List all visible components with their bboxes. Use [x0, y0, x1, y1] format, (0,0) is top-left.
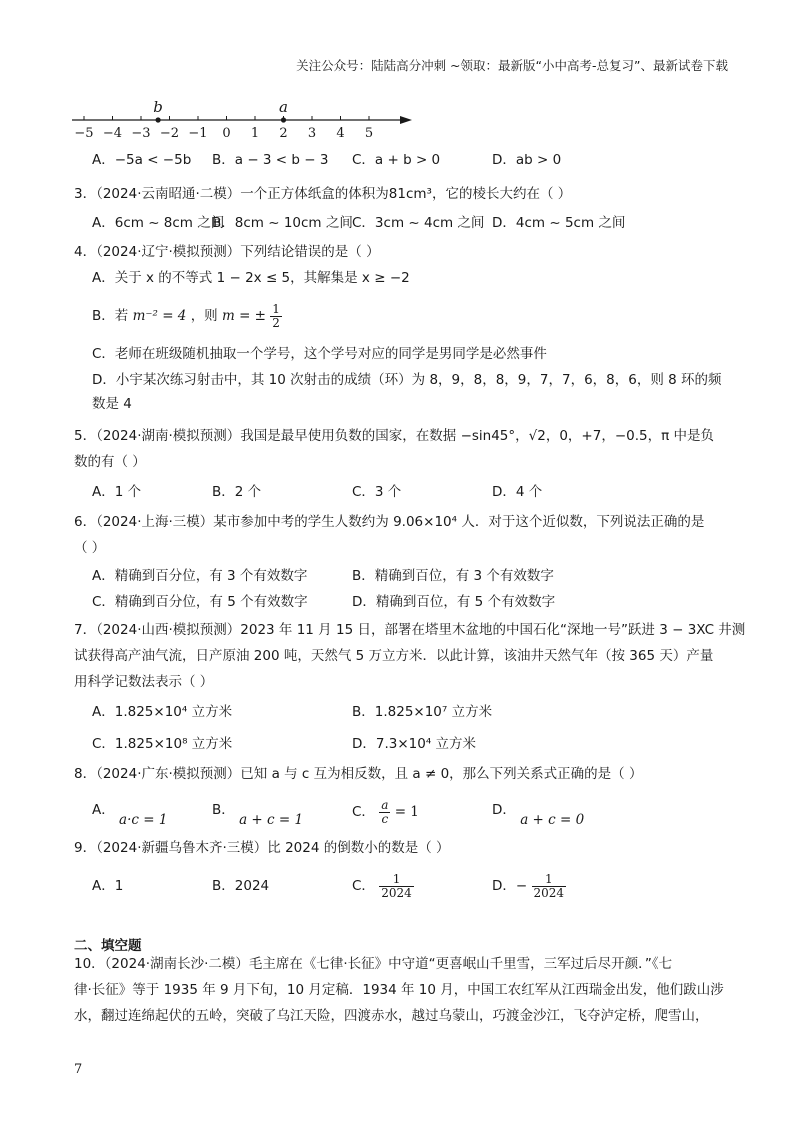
point-a-dot [281, 117, 286, 122]
q3-option-c: C．3cm ~ 4cm 之间 [352, 215, 485, 231]
q8-stem: 8．（2024·广东·模拟预测）已知 a 与 c 互为相反数，且 a ≠ 0，那么下列关系式正确的是（ ） [74, 766, 643, 782]
q10-line3: 水，翻过连绵起伏的五岭，突破了乌江天险，四渡赤水，越过乌蒙山，巧渡金沙江，飞夺泸定桥，爬雪山， [74, 1008, 709, 1024]
q8-option-b-expr: a + c = 1 [239, 812, 304, 828]
q8-option-b-label: B． [212, 802, 235, 818]
number-line-tick-label: −1 [188, 126, 208, 140]
q9-option-d-label: D．− [492, 878, 528, 894]
q6-stem-line1: 6．（2024·上海·三模）某市参加中考的学生人数约为 9.06×10⁴ 人．对于这个近似数，下列说法正确的是 [74, 514, 705, 530]
q4-option-b-mid: ，则 [190, 308, 218, 324]
q4-option-b [92, 298, 282, 334]
q6-option-a: A．精确到百分位，有 3 个有效数字 [92, 568, 308, 584]
point-a-label: a [279, 98, 288, 116]
q8-option-d-expr: a + c = 0 [520, 812, 585, 828]
q4-option-a: A．关于 x 的不等式 1 − 2x ≤ 5，其解集是 x ≥ −2 [92, 270, 410, 286]
q4-option-b-lhs: m = ± [221, 308, 266, 324]
q8-option-a [92, 800, 168, 828]
q8-option-a-label: A． [92, 802, 115, 818]
q8-option-c [352, 794, 419, 830]
number-line-tick-label: 5 [364, 126, 374, 140]
q7-stem-line1: 7．（2024·山西·模拟预测）2023 年 11 月 15 日，部署在塔里木盆地的中国石化“深地一号”跃进 3 − 3XC 井测 [74, 622, 746, 638]
number-line [70, 96, 420, 140]
q9-option-d-fraction [532, 873, 567, 900]
q4-stem: 4．（2024·辽宁·模拟预测）下列结论错误的是（ ） [74, 244, 380, 260]
fraction-denominator: 2024 [381, 885, 412, 900]
number-line-arrow-icon [400, 116, 412, 124]
number-line-tick-label: −5 [74, 126, 94, 140]
q3-option-b: B．8cm ~ 10cm 之间 [212, 215, 353, 231]
number-line-tick-label: −2 [159, 126, 180, 140]
point-b-label: b [153, 98, 163, 116]
q9-option-b: B．2024 [212, 878, 270, 894]
fraction-denominator: c [381, 811, 389, 826]
number-line-tick-label: 0 [222, 126, 231, 140]
q8-option-c-label: C． [352, 804, 375, 820]
q5-stem-line2: 数的有（ ） [74, 454, 146, 470]
q6-option-c: C．精确到百分位，有 5 个有效数字 [92, 594, 308, 610]
q8-option-d [492, 800, 585, 828]
q8-option-b [212, 800, 304, 828]
page-header: 关注公众号：陆陆高分冲刺 ~领取：最新版“小中高考-总复习”、最新试卷下载 [296, 58, 728, 73]
q8-option-c-rhs: = 1 [394, 804, 419, 820]
q8-option-c-fraction [379, 799, 390, 826]
fraction-numerator: 1 [272, 301, 280, 316]
point-b-dot [156, 117, 161, 122]
q2-option-a: A．−5a < −5b [92, 152, 192, 168]
number-line-tick-label: −3 [131, 126, 151, 140]
number-line-tick-label: 4 [336, 126, 345, 140]
q4-option-b-prefix: B．若 [92, 308, 129, 324]
q9-option-c [352, 866, 414, 906]
q7-option-d: D．7.3×10⁴ 立方米 [352, 736, 477, 752]
section-title: 二、填空题 [74, 938, 142, 954]
q2-option-c: C．a + b > 0 [352, 152, 441, 168]
q3-stem: 3．（2024·云南昭通·二模）一个正方体纸盒的体积为81cm³，它的棱长大约在（ ） [74, 186, 572, 202]
q3-option-d: D．4cm ~ 5cm 之间 [492, 215, 626, 231]
number-line-tick-label: 2 [279, 126, 288, 140]
q7-stem-line3: 用科学记数法表示（ ） [74, 674, 214, 690]
fraction-denominator: 2 [272, 315, 280, 330]
q5-option-a: A．1 个 [92, 484, 142, 500]
q4-option-d-line1: D．小宇某次练习射击中，其 10 次射击的成绩（环）为 8，9，8，8，9，7，7，6，8，6，则 8 环的频 [92, 372, 722, 388]
q9-option-c-fraction [379, 873, 414, 900]
q5-option-c: C．3 个 [352, 484, 402, 500]
q10-line1: 10．（2024·湖南长沙·二模）毛主席在《七律·长征》中守道“更喜岷山千里雪，三军过后尽开颜．”《七 [74, 956, 673, 972]
fraction-numerator: 1 [379, 873, 414, 887]
q5-option-d: D．4 个 [492, 484, 543, 500]
q5-option-b: B．2 个 [212, 484, 262, 500]
q2-option-b: B．a − 3 < b − 3 [212, 152, 329, 168]
q8-option-d-label: D． [492, 802, 516, 818]
q7-stem-line2: 试获得高产油气流，日产原油 200 吨，天然气 5 万立方米．以此计算，该油井天然气年（按 365 天）产量 [74, 648, 714, 664]
fraction-numerator: a [381, 797, 389, 812]
q4-option-b-fraction [270, 303, 282, 330]
q7-option-c: C．1.825×10⁸ 立方米 [92, 736, 233, 752]
q10-line2: 律·长征》等于 1935 年 9 月下旬，10 月定稿．1934 年 10 月，中国工农红军从江西瑞金出发，他们跋山涉 [74, 982, 724, 998]
q2-option-d: D．ab > 0 [492, 152, 562, 168]
q6-stem-line2: （ ） [74, 540, 106, 556]
q4-option-d-line2: 数是 4 [92, 396, 132, 412]
q6-option-b: B．精确到百位，有 3 个有效数字 [352, 568, 554, 584]
q6-option-d: D．精确到百位，有 5 个有效数字 [352, 594, 556, 610]
number-line-tick-label: 1 [250, 126, 260, 140]
page-number: 7 [74, 1062, 83, 1077]
q9-stem: 9．（2024·新疆乌鲁木齐·三模）比 2024 的倒数小的数是（ ） [74, 840, 450, 856]
fraction-numerator: 1 [532, 873, 567, 887]
number-line-tick-label: 3 [307, 126, 317, 140]
fraction-denominator: 2024 [533, 885, 565, 900]
q8-option-a-expr: a·c = 1 [119, 812, 168, 828]
q5-stem-line1: 5．（2024·湖南·模拟预测）我国是最早使用负数的国家，在数据 −sin45°，√2，0，+7，−0.5，π 中是负 [74, 428, 715, 444]
q4-option-b-expr: m⁻² = 4 [132, 308, 187, 324]
q7-option-b: B．1.825×10⁷ 立方米 [352, 704, 493, 720]
q7-option-a: A．1.825×10⁴ 立方米 [92, 704, 233, 720]
q9-option-a: A．1 [92, 878, 124, 894]
q9-option-c-label: C． [352, 878, 375, 894]
q9-option-d [492, 866, 566, 906]
q4-option-c: C．老师在班级随机抽取一个学号，这个学号对应的同学是男同学是必然事件 [92, 346, 547, 362]
number-line-tick-label: −4 [102, 126, 123, 140]
q3-option-a: A．6cm ~ 8cm 之间 [92, 215, 225, 231]
